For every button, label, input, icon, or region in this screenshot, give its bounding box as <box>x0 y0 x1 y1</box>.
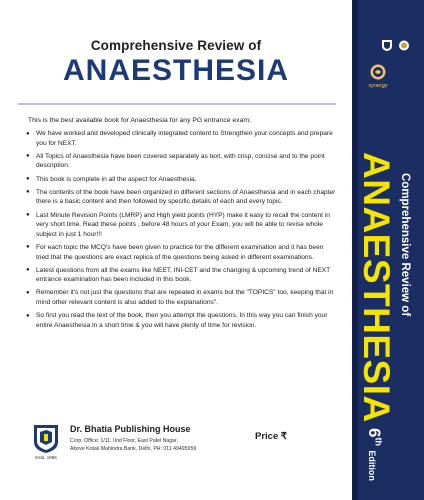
spine-title: ANAESTHESIA <box>356 152 397 423</box>
price-label: Price ₹ <box>255 431 287 442</box>
intro-text: This is the best available book for Anaesthesia for any PG entrance exam; <box>28 117 251 124</box>
bullet-icon: ● <box>26 189 30 196</box>
bullet-icon: ● <box>26 289 30 296</box>
list-item: ● Latest questions from all the exams like NEET, INI-CET and the changing & upcoming trend of NEXT entrance examination has been included in this book. <box>26 266 331 284</box>
list-item: ● This book is complete in all the aspect for Anaesthesia. <box>24 175 338 185</box>
list-item: ● Remember it's not just the questions that are repeated in exams but the "TOPICS" too, keeping that in mind other relevant content is also added to the explanations". <box>26 289 334 307</box>
bullet-icon: ● <box>26 176 30 183</box>
list-item: ● The contents of the book have been organized in different sections of Anaesthesia and in each chapter there is a basic content and then followed by specific details of each and every topic. <box>26 188 336 206</box>
publisher-shield-icon <box>33 424 59 454</box>
list-item: ● All Topics of Anaesthesia have been covered separately as text, with crisp, concise and to the point description. <box>26 152 325 170</box>
title-divider <box>18 103 336 105</box>
synergy-logo-icon <box>370 64 386 80</box>
publisher-name: Dr. Bhatia Publishing House <box>70 424 191 434</box>
spine-edition: 6th Edition <box>365 428 384 481</box>
bullet-icon: ● <box>26 130 30 137</box>
spine-shield-icon <box>382 40 392 51</box>
back-title: ANAESTHESIA <box>62 54 290 87</box>
list-item: ● For each topic the MCQ's have been given to practice for the different examination and it has been tried that the questions are exact replica of the questions being asked in different examinations. <box>26 243 324 261</box>
spine-subtitle: Comprehensive Review of <box>399 173 411 317</box>
spine-crest-icon <box>398 40 410 51</box>
bullet-icon: ● <box>26 267 30 274</box>
bullet-icon: ● <box>26 153 30 160</box>
list-item: ● So first you read the text of the book, then you attempt the questions. In this way you can finish your entire Anaesthesia in a short time & you will have plenty of time for revision. <box>26 312 328 329</box>
back-subtitle: Comprehensive Review of <box>90 38 262 53</box>
publisher-footer <box>0 405 352 500</box>
bullet-icon: ● <box>26 244 30 251</box>
bullet-icon: ● <box>26 312 30 319</box>
publisher-address: Corp. Office: 1/11, IInd Floor, East Patel Nagar, Above Kotak Mahindra Bank, Delhi, PH: 011 49495959 <box>70 438 197 452</box>
list-item: ● We have worked and developed clinically integrated content to Strengthen your concepts and prepare you for NEXT. <box>26 130 333 147</box>
established-year: Estd. 1996 <box>35 455 57 460</box>
feature-list <box>24 129 338 334</box>
list-item: ● Last Minute Revision Points (LMRP) and High yield points (HYP) make it easy to recall the content in very short time. Read these points , before 48 hours of your Exam, you will be able to revise whole subject in just 1 hour!!! <box>26 211 330 238</box>
spine-brand: synergy <box>368 83 388 89</box>
bullet-icon: ● <box>26 212 30 219</box>
